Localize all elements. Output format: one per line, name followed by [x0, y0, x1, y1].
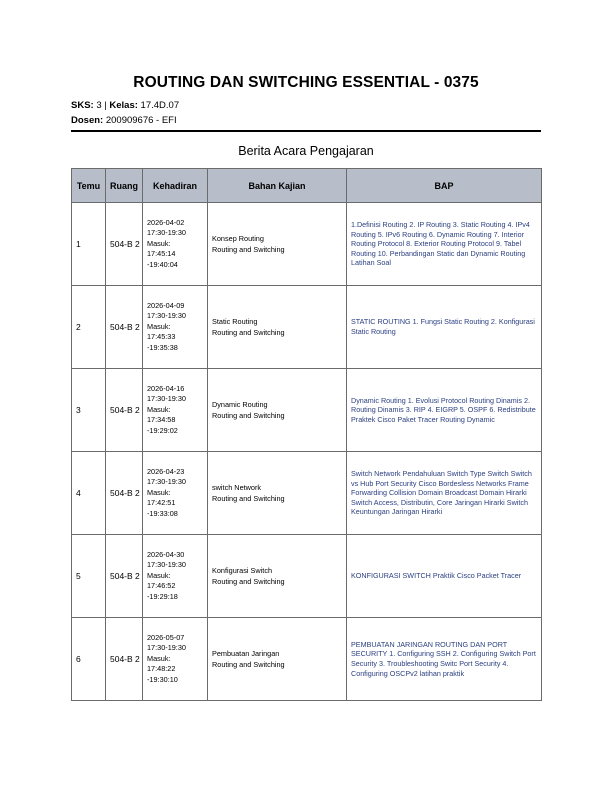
- header-bahan-kajian: Bahan Kajian: [208, 169, 347, 203]
- kehadiran-line: -19:33:08: [147, 508, 178, 518]
- kehadiran-line: 2026-05-07: [147, 632, 185, 642]
- kehadiran-cell: [143, 535, 208, 618]
- sks-kelas-line: [71, 98, 541, 113]
- kelas-value: 17.4D.07: [140, 100, 180, 111]
- table-row: [72, 535, 542, 618]
- header-ruang: Ruang: [106, 169, 143, 203]
- meta-separator: |: [104, 100, 107, 111]
- bahan-line: switch Network: [212, 482, 262, 492]
- bahan-line: Konfigurasi Switch: [212, 565, 273, 575]
- kehadiran-line: -19:29:02: [147, 425, 178, 435]
- kehadiran-line: 17:30-19:30: [147, 560, 186, 570]
- kehadiran-line: 17:46:52: [147, 581, 176, 591]
- bahan-line: Routing and Switching: [212, 494, 285, 503]
- kehadiran-line: Masuk:: [147, 653, 171, 663]
- bahan-line: Routing and Switching: [212, 328, 285, 337]
- bahan-kajian-cell: [208, 452, 347, 535]
- kehadiran-line: 17:42:51: [147, 498, 176, 508]
- bahan-line: Routing and Switching: [212, 411, 285, 420]
- kehadiran-line: 17:45:14: [147, 249, 176, 259]
- header-temu: Temu: [72, 169, 106, 203]
- bap-cell: KONFIGURASI SWITCH Praktik Cisco Packet Tracer: [347, 535, 542, 618]
- course-title: ROUTING DAN SWITCHING ESSENTIAL - 0375: [133, 74, 479, 91]
- kehadiran-line: -19:30:10: [147, 674, 178, 684]
- kehadiran-line: 17:48:22: [147, 664, 176, 674]
- ruang-cell: 504-B 2: [106, 618, 143, 701]
- kehadiran-line: -19:29:18: [147, 591, 178, 601]
- bahan-line: Routing and Switching: [212, 577, 285, 586]
- header-bap: BAP: [347, 169, 542, 203]
- kehadiran-line: 2026-04-30: [147, 549, 185, 559]
- kehadiran-line: 17:30-19:30: [147, 228, 186, 238]
- dosen-value: 200909676 - EFI: [105, 115, 177, 126]
- bahan-kajian-cell: [208, 535, 347, 618]
- bahan-kajian-cell: [208, 203, 347, 286]
- bap-cell: STATIC ROUTING 1. Fungsi Static Routing 2. Konfigurasi Static Routing: [347, 286, 542, 369]
- bap-cell: 1.Definisi Routing 2. IP Routing 3. Static Routing 4. IPv4 Routing 5. IPv6 Routing 6. Dynamic Routing 7. Interior Routing Protocol 8. Exterior Routing Protocol 9. Tabel Routing 10. Perbandingan Static dan Dynamic Routing Latihan Soal: [347, 203, 542, 286]
- course-meta: [71, 98, 541, 128]
- header-divider: [71, 130, 541, 132]
- kehadiran-line: Masuk:: [147, 570, 171, 580]
- kehadiran-line: 17:30-19:30: [147, 394, 186, 404]
- section-title: Berita Acara Pengajaran: [238, 144, 374, 158]
- document-header: [71, 74, 541, 128]
- kehadiran-line: 17:30-19:30: [147, 643, 186, 653]
- kehadiran-cell: [143, 618, 208, 701]
- kehadiran-line: 2026-04-23: [147, 466, 185, 476]
- bahan-line: Konsep Routing: [212, 233, 264, 243]
- bahan-kajian-cell: [208, 286, 347, 369]
- ruang-cell: 504-B 2: [106, 203, 143, 286]
- kehadiran-line: 17:30-19:30: [147, 477, 186, 487]
- kehadiran-line: -19:40:04: [147, 259, 178, 269]
- bahan-line: Routing and Switching: [212, 660, 285, 669]
- kehadiran-line: Masuk:: [147, 321, 171, 331]
- kehadiran-line: 17:45:33: [147, 332, 176, 342]
- temu-cell: 2: [72, 286, 106, 369]
- temu-cell: 4: [72, 452, 106, 535]
- temu-cell: 1: [72, 203, 106, 286]
- ruang-cell: 504-B 2: [106, 286, 143, 369]
- bap-cell: Switch Network Pendahuluan Switch Type Switch Switch vs Hub Port Security Cisco Bordesless Networks Frame Forwarding Collision Domain Broadcast Domain Hirarki Switch Access, Distributin, Core Jaringan Hirarki Switch Keuntungan Jaringan Hirarki: [347, 452, 542, 535]
- temu-cell: 6: [72, 618, 106, 701]
- kehadiran-line: 17:30-19:30: [147, 311, 186, 321]
- header-kehadiran: Kehadiran: [143, 169, 208, 203]
- table-row: [72, 452, 542, 535]
- temu-cell: 3: [72, 369, 106, 452]
- table-row: [72, 286, 542, 369]
- kehadiran-line: Masuk:: [147, 487, 171, 497]
- bahan-line: Dynamic Routing: [212, 399, 268, 409]
- kehadiran-line: 17:34:58: [147, 415, 176, 425]
- table-row: [72, 369, 542, 452]
- ruang-cell: 504-B 2: [106, 535, 143, 618]
- ruang-cell: 504-B 2: [106, 369, 143, 452]
- kehadiran-line: -19:35:38: [147, 342, 178, 352]
- bahan-line: Pembuatan Jaringan: [212, 648, 280, 658]
- table-header-row: [72, 169, 542, 203]
- kehadiran-cell: [143, 286, 208, 369]
- sks-value: 3: [96, 100, 102, 111]
- table-row: [72, 203, 542, 286]
- ruang-cell: 504-B 2: [106, 452, 143, 535]
- bahan-line: Routing and Switching: [212, 245, 285, 254]
- bahan-kajian-cell: [208, 369, 347, 452]
- bahan-line: Static Routing: [212, 316, 258, 326]
- kehadiran-line: 2026-04-02: [147, 217, 185, 227]
- table-body: [72, 203, 542, 701]
- table-row: [72, 618, 542, 701]
- bahan-kajian-cell: [208, 618, 347, 701]
- kehadiran-line: 2026-04-09: [147, 300, 185, 310]
- teaching-report-table: [71, 168, 542, 701]
- kelas-label: Kelas:: [109, 100, 138, 111]
- kehadiran-line: Masuk:: [147, 404, 171, 414]
- kehadiran-line: 2026-04-16: [147, 383, 185, 393]
- kehadiran-cell: [143, 369, 208, 452]
- temu-cell: 5: [72, 535, 106, 618]
- bap-cell: Dynamic Routing 1. Evolusi Protocol Routing Dinamis 2. Routing Dinamis 3. RIP 4. EIGRP 5. OSPF 6. Redistribute Praktek Cisco Paket Tracer Routing Dynamic: [347, 369, 542, 452]
- bap-cell: PEMBUATAN JARINGAN ROUTING DAN PORT SECURITY 1. Configuring SSH 2. Configuring Switch Port Security 3. Troubleshooting Switc Port Security 4. Configuring OSCPv2 latihan praktik: [347, 618, 542, 701]
- kehadiran-line: Masuk:: [147, 238, 171, 248]
- kehadiran-cell: [143, 452, 208, 535]
- dosen-line: [71, 113, 541, 128]
- kehadiran-cell: [143, 203, 208, 286]
- dosen-label: Dosen:: [71, 115, 104, 126]
- sks-label: SKS:: [71, 100, 94, 111]
